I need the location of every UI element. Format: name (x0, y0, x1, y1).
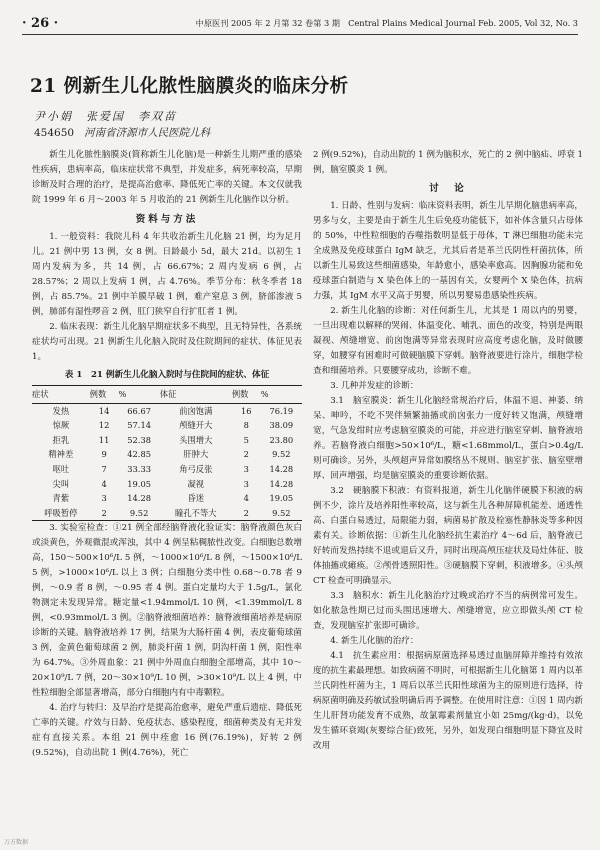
article-authors: 尹小娟 张爱国 李双苗 (34, 110, 177, 123)
table-row (32, 506, 302, 521)
table-cell: 头围增大 (179, 434, 213, 445)
paragraph-continued: 2 例(9.52%)，自动出院的 1 例为脑积水，死亡的 2 例中脑疝、呼衰 1 例，脑室膜炎 1 例。 (313, 150, 583, 175)
journal-citation: 中原医刊 2005 年 2 月第 32 卷第 3 期 Central Plains Medical Journal Feb. 2005, Vol 32, No. 3 (195, 18, 578, 28)
table-cell: 前囟饱满 (179, 405, 213, 416)
table-row (32, 491, 302, 506)
table-cell: 9.52 (272, 449, 291, 460)
table-cell: 呕吐 (52, 463, 70, 474)
table-cell: 33.33 (127, 463, 152, 474)
table-cell: 4 (243, 493, 249, 504)
left-column (32, 148, 302, 761)
paragraph-subdural-effusion: 3.2 硬脑膜下积液：有资料报道，新生儿化脑伴硬膜下积液的病例不少，涂片及培养阳性率较高，这与新生儿各种屏障机能差、通透性高、白蛋白易透过，局限能力弱，病菌易扩散及栓塞性静脉炎等多种因素有关。诊断依据：①新生儿化脑经抗生素治疗 4～6d 后，脑脊液已好转而发热持续不退或退后又升，同时出现高颅压症状及局灶体征、肢体抽搐或瘫痪。②颅骨透照阳性。③硬脑膜下穿刺，积液增多。④头颅 CT 检查可明确显示。 (313, 486, 583, 586)
table-cell: 5 (243, 434, 249, 445)
paragraph-treatment-heading: 4. 新生儿化脑的治疗： (330, 636, 419, 646)
table-cell: 19.05 (127, 478, 152, 489)
table-cell: 52.38 (127, 434, 152, 445)
paragraph-treatment-outcome: 4. 治疗与转归：及早治疗是提高治愈率，避免严重后遗症、降低死亡率的关键。疗效与日龄、免疫状态、感染程度，细菌种类及有无并发症有直接关系。本组 21 例中痊愈 16 例(76.19%)，好转 2 例(9.52%)，自动出院 1 例(4.76%)，死亡 (32, 703, 302, 759)
table-cell: 精神差 (48, 449, 74, 460)
paragraph-lab-tests: 3. 实验室检查：①21 例全部经脑脊液化验证实：脑脊液颜色灰白或淡黄色，外观微混或浑浊，其中 4 例呈粘稠脓性改变。白细胞总数增高，150～500×10⁶/L 5 例，～1000×10⁶/L 8 例，～1500×10⁶/L 5 例，>1000×10⁶/L 以上 3 例；白细胞分类中性 0.68～0.78 者 9 例，～0.9 者 8 例，～0.95 者 4 例。蛋白定量均大于 1.5g/L，氯化物测定未发现异常。糖定量<1.94mmol/L 10 例，<1.39mmol/L 8 例，<0.93mmol/L 3 例。②脑脊液细菌培养：脑脊液细菌培养是病原诊断的关键。脑脊液培养 17 例，结果为大肠杆菌 4 例，表皮葡萄球菌 3 例，金黄色葡萄球菌 2 例，肺炎杆菌 1 例，阴沟杆菌 1 例，阳性率为 64.7%。③外周血象：21 例中外周血白细胞全部增高，其中 10～20×10⁹/L 7 例，20～30×10⁹/L 10 例，>30×10⁹/L 以上 4 例，中性粒细胞全部显著增高，部分白细胞内有中毒颗粒。 (32, 523, 302, 699)
table-cell: 2 (243, 449, 249, 460)
table-header-cell: 例数 (90, 386, 119, 404)
table-cell: 青紫 (52, 493, 70, 504)
page-number: · 26 · (22, 16, 59, 31)
table-row (32, 447, 302, 462)
table-header-cell: % (261, 386, 302, 404)
table-cell: 66.67 (127, 405, 152, 416)
table-cell: 颅缝开大 (179, 420, 213, 431)
paragraph-clinical: 2. 临床表现：新生儿化脑早期症状多不典型，且无特异性，各系统症状均可出现。21 例新生儿化脑入院时及住院期间的症状、体征见表 1。 (32, 322, 302, 362)
table-header-cell: 例数 (232, 386, 261, 404)
table-row (32, 477, 302, 492)
table-cell: 19.05 (269, 493, 294, 504)
table-cell: 14.28 (269, 463, 294, 474)
running-header (22, 14, 578, 35)
section-heading-methods: 资料与方法 (135, 214, 199, 225)
table-cell: 瞳孔不等大 (160, 506, 232, 521)
table-cell: 8 (243, 420, 249, 431)
table-cell: 拒乳 (52, 434, 70, 445)
paragraph-antibiotics: 4.1 抗生素应用：根据病原菌选择易透过血脑屏障并维持有效浓度的抗生素最理想。如致病菌不明时，可根据新生儿化脑第 1 周内以革兰氏阴性杆菌为主，1 周后以革兰氏阳性球菌为主的原则进行选择，待病原菌明确及药敏试验明确后再予调整。在使用时注意：①因 1 周内新生儿肝肾功能发育不成熟，故氯霉素剂量宜小如 25mg/(kg·d)，以免发生循环衰竭(灰婴综合征)致死，另外，如发现白细胞明显下降宜及时改用 (313, 651, 583, 751)
right-column (313, 148, 583, 754)
table-cell: 昏迷 (187, 493, 205, 504)
table-cell: 57.14 (127, 420, 152, 431)
table-cell: 呼吸暂停 (32, 506, 90, 521)
table-cell: 惊厥 (52, 420, 70, 431)
table-cell: 4 (101, 478, 107, 489)
table-row (32, 418, 302, 433)
table-cell: 76.19 (269, 405, 294, 416)
symptoms-table (32, 385, 302, 521)
table-header-cell: 症状 (32, 386, 90, 404)
table-cell: 14.28 (269, 478, 294, 489)
table-cell: 9 (101, 449, 107, 460)
watermark: 万方数据 (4, 839, 29, 846)
table-cell: 11 (98, 434, 110, 445)
table-cell: 3 (101, 493, 107, 504)
table-header-row (32, 386, 302, 404)
section-heading-discussion: 讨 论 (429, 183, 467, 194)
table-cell: 23.80 (269, 434, 294, 445)
table-cell: 14 (98, 405, 110, 416)
table-cell: 12 (98, 420, 110, 431)
table-cell: 3 (243, 463, 249, 474)
paragraph-hydrocephalus: 3.3 脑积水：新生儿化脑治疗过晚或治疗不当的病例常可发生。如化脓急性期已过而头围迅速增大、颅缝增宽，应立即做头颅 CT 检查，发现脑室扩张即可确诊。 (313, 591, 583, 631)
table-row (32, 433, 302, 448)
table-row (32, 462, 302, 477)
affiliation (34, 125, 210, 140)
table-cell: 3 (243, 478, 249, 489)
table-caption: 表 1 21 例新生儿化脑入院时与住院间的症状、体征 (64, 370, 270, 380)
table-cell: 2 (90, 506, 119, 521)
paragraph-diagnosis: 2. 新生儿化脑的诊断：对任何新生儿，尤其是 1 周以内的男婴，一旦出现难以解释的哭闹、体温变化、哺乳、面色的改变，特别是两眼凝视、颅缝增宽、前囟饱满等异常表现时应高度考虑化脑，及时做腰穿，如腰穿有困难时可做硬脑膜下穿刺。脑脊液要进行涂片，细胞学检查和细菌培养。只要腰穿成功，诊断不难。 (313, 306, 583, 376)
table-cell: 9.52 (261, 506, 302, 521)
paragraph-general-data: 1. 一般资料：我院儿科 4 年共收治新生儿化脑 21 例，均为足月儿。21 例中男 13 例，女 8 例。日龄最小 5d，最大 21d。以初生 1 周内发病为多，共 14 例，占 66.67%；2 周内发病 6 例，占 28.57%；2 周以上发病 1 例，占 4.76%。季节分布：秋冬季者 18 例，占 85.7%。21 例中羊膜早破 1 例，难产窒息 3 例，脐部渗液 5 例，肺部有湿性啰音 2 例，肛门狭窄自行扩肛者 1 例。 (32, 232, 302, 317)
table-row (32, 403, 302, 418)
paragraph-ventriculitis: 3.1 脑室膜炎：新生儿化脑经常规治疗后，体温不退、神萎、纳呆、呻吟，不吃不哭伴频繁抽搐或前囟张力一度好转又饱满，颅缝增宽，气急发绀时应考虑脑室膜炎的可能，并应进行脑室穿刺、脑脊液培养。若脑脊液白细胞>50×10⁶/L，糖<1.68mmol/L，蛋白>0.4g/L 则可确诊。另外，头颅超声异常如膜络丛不规则、脑室扩张、脑室壁增厚、回声增强，均是脑室膜炎的重要诊断依据。 (313, 396, 583, 481)
table-cell: 7 (101, 463, 107, 474)
table-header-cell: % (119, 386, 160, 404)
table-cell: 16 (240, 405, 252, 416)
table-cell: 9.52 (119, 506, 160, 521)
introduction: 新生儿化脓性脑膜炎(简称新生儿化脑)是一种新生儿期严重的感染性疾病，患病率高，临床症状常不典型，并发症多，病死率较高，早期诊断及时合理的治疗，是提高治愈率、降低死亡率的关键。本文仅就我院 1999 年 6 月～2003 年 5 月收治的 21 例新生儿化脑作以分析。 (32, 150, 302, 205)
table-header-cell: 体征 (160, 386, 232, 404)
table-cell: 14.28 (127, 493, 152, 504)
table-cell: 角弓反张 (179, 463, 213, 474)
table-cell: 2 (232, 506, 261, 521)
table-cell: 肝肿大 (183, 449, 209, 460)
table-cell: 发热 (52, 405, 70, 416)
postal-code: 454650 (34, 127, 75, 139)
table-cell: 尖叫 (52, 478, 70, 489)
paragraph-age-gender: 1. 日龄、性别与发病：临床资料表明，新生儿早期化脑患病率高，男多与女，主要是由于新生儿生后免疫功能低下，如补体含量只占母体的 50%，中性粒细胞的吞噬指数明显低于母体，T 淋巴细胞功能未完全成熟及免疫球蛋白 IgM 缺乏，尤其后者是革兰氏阴性杆菌抗体，所以新生儿易致这些细菌感染，年龄愈小，感染率愈高。因胸腺功能和免疫球蛋白制造与 X 染色体上的一基因有关，女婴两个 X 染色体，抗病力强，其 IgM 水平又高于男婴，所以男婴易患感染性疾病。 (313, 201, 583, 301)
table-cell: 凝视 (187, 478, 205, 489)
table-cell: 38.09 (269, 420, 294, 431)
institution: 河南省济源市人民医院儿科 (84, 127, 211, 139)
table-cell: 42.85 (127, 449, 152, 460)
paragraph-complications-heading: 3. 几种并发症的诊断： (330, 381, 419, 391)
article-title: 21 例新生儿化脓性脑膜炎的临床分析 (30, 76, 349, 97)
